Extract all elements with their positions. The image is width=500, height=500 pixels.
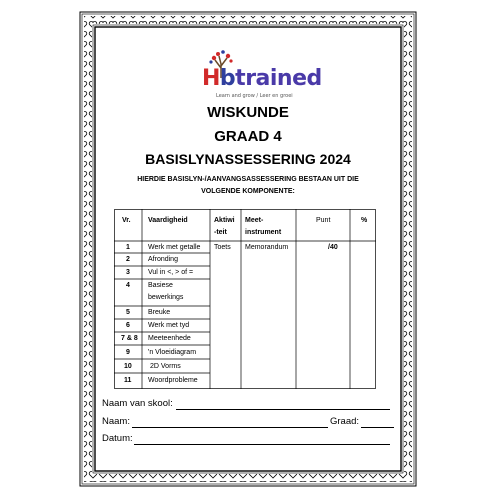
- row-nr: 10: [124, 363, 132, 370]
- row-skill-line-2: bewerkings: [148, 294, 184, 301]
- row-nr: 9: [126, 349, 130, 356]
- components-table: [114, 209, 376, 389]
- row-skill: Werk met getalle: [148, 244, 201, 251]
- school-input-line[interactable]: [176, 409, 390, 410]
- row-skill: Werk met tyd: [148, 322, 190, 329]
- score-value: /40: [328, 244, 338, 251]
- row-skill: Breuke: [148, 309, 171, 316]
- row-nr: 7 & 8: [121, 335, 138, 342]
- row-nr: 1: [126, 244, 130, 251]
- date-input-line[interactable]: [134, 444, 390, 445]
- intro-line-2: VOLGENDE KOMPONENTE:: [201, 188, 295, 195]
- intro-line-1: HIERDIE BASISLYN-/AANVANGSASSESSERING BESTAAN UIT DIE: [137, 176, 359, 183]
- row-nr: 5: [126, 309, 130, 316]
- worksheet-page: [78, 10, 418, 488]
- row-skill: Afronding: [148, 256, 178, 263]
- subject-title: WISKUNDE: [207, 104, 289, 121]
- header-skill: Vaardigheid: [148, 217, 188, 224]
- header-nr: Vr.: [122, 217, 131, 224]
- row-nr: 2: [126, 256, 130, 263]
- school-label: Naam van skool:: [102, 398, 173, 409]
- row-skill: 'n Vloeidiagram: [148, 349, 197, 356]
- row-skill: Meeteenhede: [148, 335, 191, 342]
- name-input-line[interactable]: [132, 427, 328, 428]
- name-label: Naam:: [102, 416, 130, 427]
- header-activity-2: -teit: [214, 229, 227, 236]
- grade-title: GRAAD 4: [214, 128, 282, 145]
- intro-text: [78, 174, 418, 198]
- header-instrument-1: Meet-: [245, 217, 264, 224]
- instrument-value: Memorandum: [245, 244, 289, 251]
- row-nr: 6: [126, 322, 130, 329]
- hbtrained-logo: [190, 58, 320, 103]
- activity-value: Toets: [214, 244, 231, 251]
- logo-tagline: Learn and grow / Leer en groei: [216, 93, 293, 99]
- row-skill: Woordprobleme: [148, 377, 198, 384]
- header-activity-1: Aktiwi: [214, 217, 235, 224]
- assessment-title: BASISLYNASSESSERING 2024: [145, 151, 351, 167]
- logo-wordmark: Hbtrained: [202, 66, 322, 91]
- row-nr: 11: [124, 377, 132, 384]
- row-skill-line-1: Basiese: [148, 282, 173, 289]
- row-nr: 3: [126, 269, 130, 276]
- row-skill: 2D Vorms: [150, 363, 181, 370]
- header-percent: %: [361, 217, 368, 224]
- grade-input-line[interactable]: [361, 427, 394, 428]
- grade-label: Graad:: [330, 416, 360, 427]
- date-label: Datum:: [102, 433, 133, 444]
- row-nr: 4: [126, 282, 130, 289]
- header-score: Punt: [316, 217, 331, 224]
- row-skill: Vul in <, > of =: [148, 269, 194, 276]
- header-instrument-2: instrument: [245, 229, 282, 236]
